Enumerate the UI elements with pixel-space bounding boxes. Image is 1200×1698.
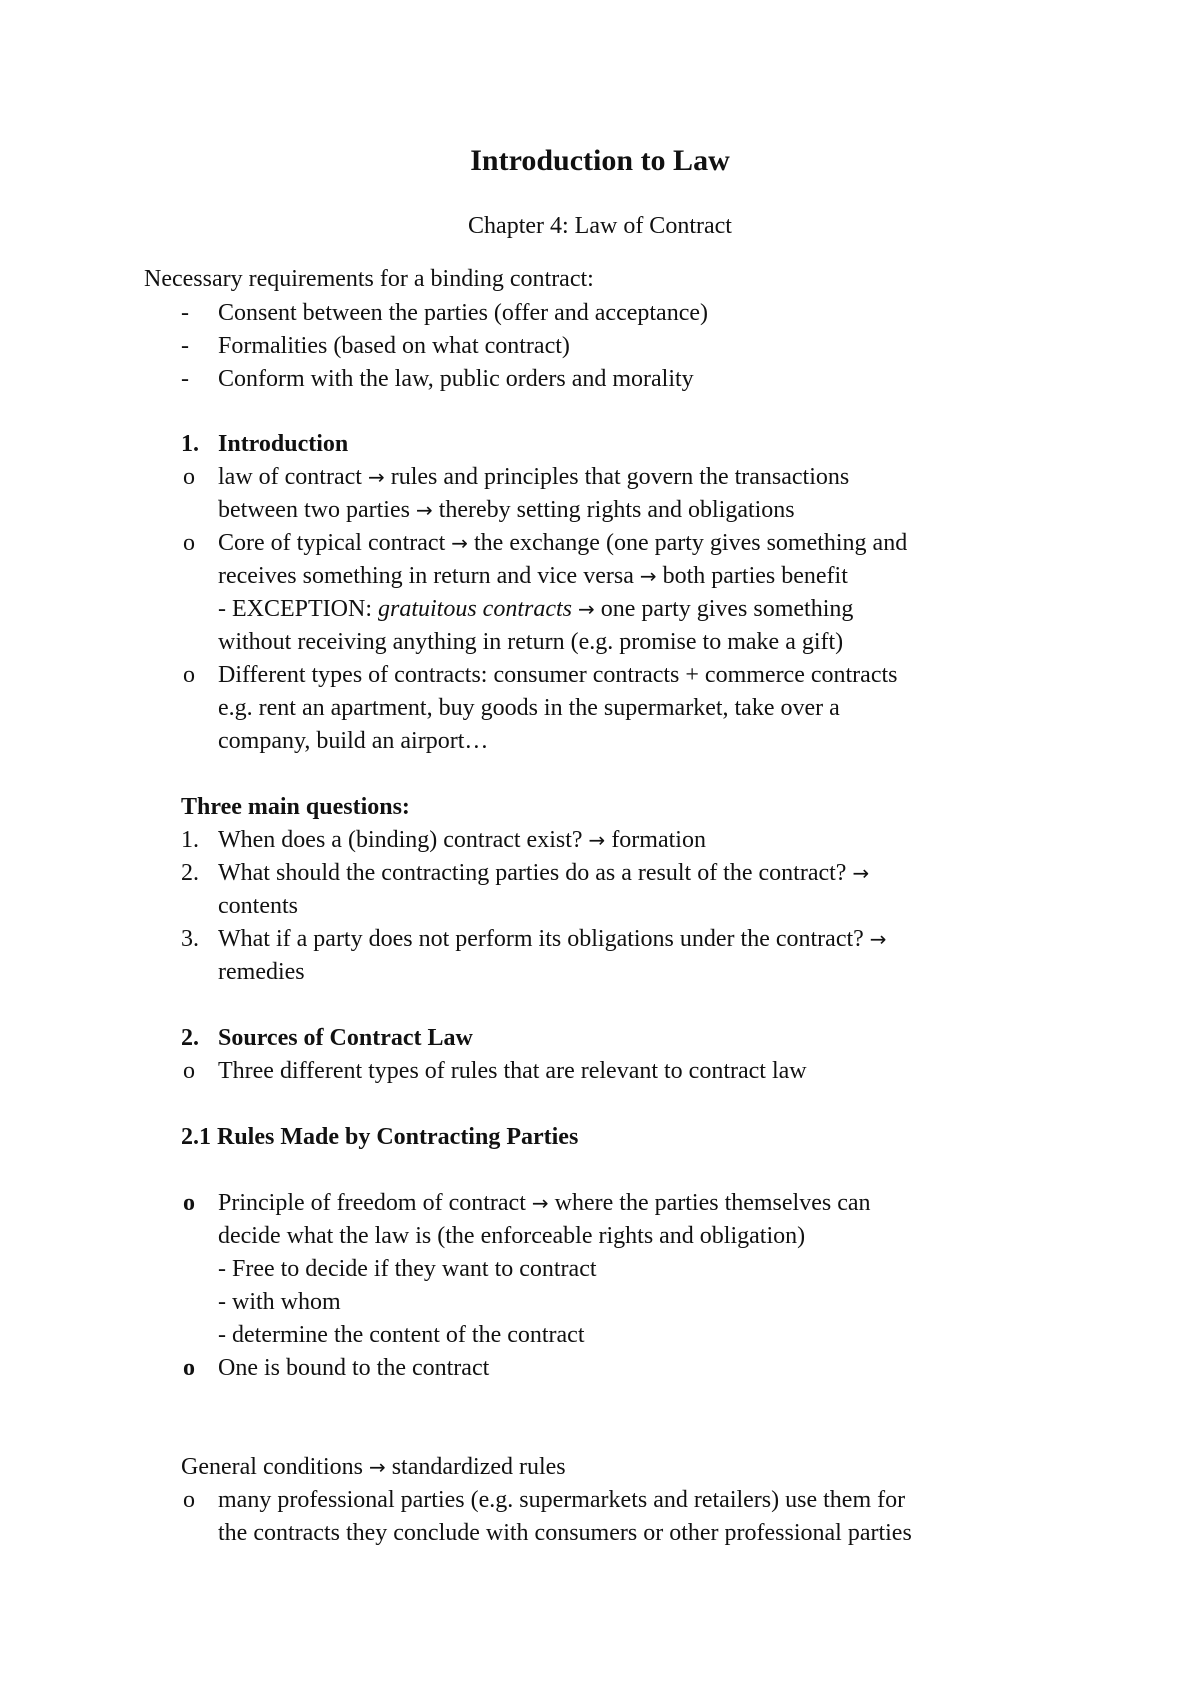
section-heading: Sources of Contract Law: [218, 1025, 473, 1051]
subsection-heading: 2.1 Rules Made by Contracting Parties: [181, 1124, 579, 1150]
bullet-marker: o: [183, 662, 195, 688]
requirement-item: Formalities (based on what contract): [218, 333, 570, 359]
bullet-text: decide what the law is (the enforceable rights and obligation): [218, 1223, 806, 1249]
italic-term: gratuitous contracts: [377, 596, 572, 622]
document-title: Introduction to Law: [470, 144, 730, 177]
bullet-text: Three different types of rules that are relevant to contract law: [218, 1058, 807, 1084]
arrow-icon: →: [578, 597, 595, 621]
question-text: When does a (binding) contract exist? → formation: [218, 827, 706, 853]
bullet-marker: o: [183, 1355, 195, 1381]
bullet-text: Different types of contracts: consumer contracts + commerce contracts: [218, 662, 898, 688]
question-number: 2.: [181, 860, 199, 886]
chapter-heading: Chapter 4: Law of Contract: [468, 213, 732, 239]
arrow-icon: →: [869, 927, 887, 951]
bullet-marker: o: [183, 530, 195, 556]
arrow-icon: →: [367, 465, 385, 489]
bullet-text: Principle of freedom of contract → where the parties themselves can: [218, 1190, 871, 1216]
arrow-icon: →: [415, 498, 433, 522]
arrow-icon: →: [531, 1191, 549, 1215]
bullet-marker: o: [183, 464, 195, 490]
section-number: 2.: [181, 1025, 199, 1051]
dash-marker: -: [181, 366, 189, 392]
bullet-text: - determine the content of the contract: [218, 1322, 585, 1348]
arrow-icon: →: [852, 861, 870, 885]
bullet-text: - Free to decide if they want to contract: [218, 1256, 597, 1282]
section-heading: Introduction: [218, 431, 349, 457]
section-number: 1.: [181, 431, 199, 457]
questions-heading: Three main questions:: [181, 794, 410, 820]
bullet-text: company, build an airport…: [218, 728, 489, 754]
bullet-marker: o: [183, 1487, 195, 1513]
bullet-text: receives something in return and vice versa → both parties benefit: [218, 563, 848, 589]
bullet-text: Core of typical contract → the exchange (one party gives something and: [218, 530, 908, 556]
bullet-text: the contracts they conclude with consumers or other professional parties: [218, 1520, 912, 1546]
arrow-icon: →: [588, 828, 606, 852]
bullet-text: law of contract → rules and principles that govern the transactions: [218, 464, 850, 490]
arrow-icon: →: [639, 564, 657, 588]
question-text: contents: [218, 893, 298, 919]
bullet-text: - EXCEPTION: gratuitous contracts → one party gives something: [218, 596, 854, 622]
bullet-text: between two parties → thereby setting rights and obligations: [218, 497, 795, 523]
question-text: What if a party does not perform its obligations under the contract? →: [218, 926, 887, 952]
general-heading: General conditions → standardized rules: [181, 1454, 566, 1480]
arrow-icon: →: [451, 531, 469, 555]
requirement-item: Consent between the parties (offer and acceptance): [218, 300, 708, 326]
bullet-text: e.g. rent an apartment, buy goods in the supermarket, take over a: [218, 695, 840, 721]
question-text: remedies: [218, 959, 305, 985]
requirements-heading: Necessary requirements for a binding contract:: [144, 266, 594, 292]
bullet-text: without receiving anything in return (e.g. promise to make a gift): [218, 629, 844, 655]
bullet-text: - with whom: [218, 1289, 341, 1315]
question-number: 1.: [181, 827, 199, 853]
bullet-marker: o: [183, 1058, 195, 1084]
dash-marker: -: [181, 333, 189, 359]
bullet-text: many professional parties (e.g. supermarkets and retailers) use them for: [218, 1487, 906, 1513]
requirement-item: Conform with the law, public orders and morality: [218, 366, 694, 392]
bullet-text: One is bound to the contract: [218, 1355, 490, 1381]
question-text: What should the contracting parties do as a result of the contract? →: [218, 860, 870, 886]
arrow-icon: →: [368, 1455, 386, 1479]
question-number: 3.: [181, 926, 199, 952]
bullet-marker: o: [183, 1190, 195, 1216]
dash-marker: -: [181, 300, 189, 326]
